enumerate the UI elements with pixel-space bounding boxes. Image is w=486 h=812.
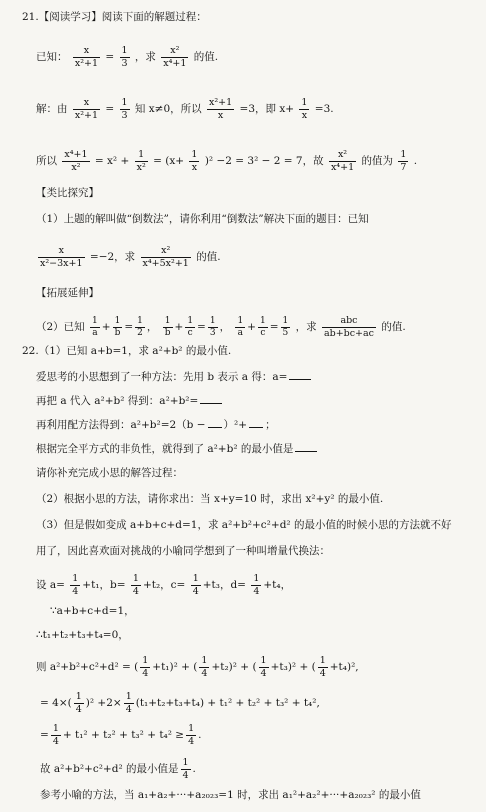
quarter: [140, 656, 150, 678]
n: 1: [192, 573, 199, 584]
n: 1: [125, 691, 132, 702]
last-line: 参考小喻的方法，当 a₁+a₂+···+a₂₀₂₃=1 时，求出 a₁²+a₂²+···+a₂₀₂₃² 的最小值: [40, 789, 421, 801]
t2-text: +t₂，c=: [142, 579, 186, 591]
min-end: .: [192, 763, 196, 775]
seek-fraction-2: [329, 150, 356, 172]
n: 1: [259, 315, 266, 326]
frac-third: [208, 317, 218, 338]
therefore-mid4: 的值为: [361, 155, 393, 167]
given-prefix: 已知：: [36, 51, 68, 63]
t3-text: +t₃，d=: [202, 579, 246, 591]
q21-given: [36, 46, 218, 68]
extension-prefix: （2）已知: [36, 321, 85, 333]
quarter: [74, 692, 84, 714]
eq2-line: [40, 692, 320, 714]
quarter: [70, 574, 80, 596]
n: 1: [282, 315, 289, 326]
q21-therefore: [36, 150, 417, 172]
n: 1: [132, 573, 139, 584]
frac-1c-2: [258, 317, 268, 338]
q21-solution: [36, 98, 334, 120]
eq3-line: [40, 724, 202, 746]
answer-blank[interactable]: [200, 403, 222, 404]
sol-end: =3.: [314, 103, 334, 115]
one: 1: [400, 149, 407, 160]
seek-num: abc: [322, 316, 376, 328]
d: 4: [142, 667, 149, 679]
n: 1: [260, 655, 267, 666]
frac-fifth: [281, 317, 291, 338]
answer-blank[interactable]: [289, 379, 311, 380]
min-line: [40, 758, 196, 780]
q22-line1: 22.（1）已知 a+b=1，求 a²+b² 的最小值.: [22, 345, 232, 357]
one-seventh: [398, 150, 408, 172]
d: c: [187, 327, 193, 338]
one: 1: [301, 97, 308, 108]
seek-suffix: 的值.: [193, 51, 219, 63]
frac-1b-2: [163, 317, 173, 338]
d: 4: [52, 735, 59, 747]
d: 4: [201, 667, 208, 679]
eq2-suffix: (t₁+t₂+t₃+t₄) + t₁² + t₂² + t₃² + t₄²,: [135, 697, 320, 709]
eq2-mid: )² +2×: [85, 697, 122, 709]
line4-text-c: ；: [265, 419, 276, 431]
line3-text: 再把 a 代入 a²+b² 得到：a²+b²=: [36, 395, 199, 407]
sol-eq3: =3，即 x+: [239, 103, 295, 115]
d: 4: [260, 667, 267, 679]
quarter: [181, 758, 191, 780]
q22-line4: [36, 420, 276, 431]
q22-line7: （2）根据小思的方法，请你求出：当 x+y=10 时，求出 x²+y² 的最小值.: [36, 493, 384, 505]
n: 1: [182, 757, 189, 768]
seek-num: x²: [161, 46, 188, 58]
sol-num: x: [73, 98, 100, 110]
d: a: [237, 327, 243, 338]
q22-line2: [36, 372, 313, 383]
eq2-prefix: = 4×(: [40, 697, 72, 709]
then-p4: +t₄)²,: [329, 661, 359, 673]
sol-num2: x²+1: [209, 97, 233, 108]
analogy-num2: x²: [141, 246, 191, 258]
then-p2: +t₂)² + (: [211, 661, 257, 673]
extension-heading: 【拓展延伸】: [36, 287, 99, 299]
frac-1a-2: [235, 317, 245, 338]
seek-den: x⁴+1: [163, 57, 187, 69]
eq-sign: =: [105, 51, 115, 63]
extension-seek: ，求: [295, 321, 317, 333]
x: x: [301, 109, 308, 121]
frac-1a: [90, 317, 100, 338]
eq-sign: =: [105, 103, 115, 115]
then-prefix: 则 a²+b²+c²+d² = (: [36, 661, 139, 673]
given-den: x²+1: [74, 57, 99, 69]
d: c: [260, 327, 266, 338]
therefore-den: x²: [71, 161, 81, 173]
n: 1: [253, 573, 260, 584]
d: 3: [209, 327, 216, 338]
answer-blank[interactable]: [208, 427, 222, 428]
answer-blank[interactable]: [295, 451, 317, 452]
d: 4: [75, 703, 82, 715]
d: 4: [182, 769, 189, 781]
let-prefix: 设 a=: [36, 579, 65, 591]
then-p3: +t₃)² + (: [270, 661, 316, 673]
q21-heading: 21.【阅读学习】阅读下面的解题过程：: [22, 11, 207, 23]
therefore-prefix: 所以: [36, 155, 57, 167]
quarter: [51, 724, 61, 746]
sol-fraction: [73, 98, 100, 120]
d: b: [114, 327, 121, 338]
d: a: [92, 327, 98, 338]
analogy-formula: [36, 246, 221, 268]
extension-seek-frac: [322, 316, 376, 338]
one: 1: [121, 45, 128, 56]
sol-den2: x: [217, 109, 224, 121]
t1-text: +t₁，b=: [82, 579, 126, 591]
analogy-den1: x²−3x+1: [40, 257, 83, 269]
quarter: [131, 574, 141, 596]
d: 4: [72, 585, 79, 597]
analogy-heading: 【类比探究】: [36, 187, 99, 199]
n: 1: [237, 315, 244, 326]
one-over-x2: [135, 150, 148, 172]
d: b: [164, 327, 171, 338]
seek-den: ab+bc+ac: [323, 327, 375, 339]
quarter: [199, 656, 209, 678]
seven: 7: [400, 161, 407, 173]
t-sum-line: ∴t₁+t₂+t₃+t₄=0，: [36, 629, 129, 641]
n: 1: [75, 691, 82, 702]
d: 4: [125, 703, 132, 715]
sol-one-third: [120, 98, 130, 120]
given-num: x: [73, 46, 100, 58]
t4-text: +t₄，: [263, 579, 292, 591]
then-p1: +t₁)² + (: [152, 661, 198, 673]
therefore-num: x⁴+1: [64, 149, 88, 160]
eq3-prefix: =: [40, 729, 49, 741]
therefore-mid3: )² −2 = 3² − 2 = 7，故: [204, 155, 324, 167]
analogy-den2: x⁴+5x²+1: [142, 257, 189, 269]
quarter: [124, 692, 134, 714]
q22-line6: 请你补充完成小思的解答过程：: [36, 467, 183, 479]
three: 3: [121, 57, 128, 69]
d: 4: [319, 667, 326, 679]
x: x: [191, 161, 198, 173]
d: 5: [282, 327, 289, 338]
n: 1: [92, 315, 98, 326]
d: 4: [192, 585, 199, 597]
q22-line8: （3）但是假如变成 a+b+c+d=1，求 a²+b²+c²+d² 的最小值的时候小思的方法就不好: [36, 519, 452, 531]
extension-formula: （2）已知 $\frac{1}{a}$ + $\frac{1}{b}$ = $\frac{1}{2}$ ， $\frac{1}{b}$ + $\frac{1}{c}$ = $\frac{1}{3}$ ， $\frac{1}{a}$ + $\frac{1}{c}$ = $\frac{1}{5}$ ，求 $\frac{\text{abc}}{ab+bc+ac}$ 的值.: [36, 315, 406, 339]
seek-text: ，求: [134, 51, 156, 63]
eq3-end: .: [198, 729, 202, 741]
min-prefix: 故 a²+b²+c²+d² 的最小值是: [40, 763, 179, 775]
extension-suffix: 的值.: [381, 321, 406, 333]
sol-fraction-2: [207, 98, 234, 120]
period: .: [413, 155, 418, 167]
d: 2: [137, 327, 143, 338]
d: 4: [188, 735, 195, 747]
frac-1b: [113, 317, 123, 338]
line5-text: 根据完全平方式的非负性，就得到了 a²+b² 的最小值是: [36, 443, 294, 455]
sol-prefix: 解：由: [36, 103, 68, 115]
line4-text-b: ）²+: [223, 419, 248, 431]
frac-half: [135, 317, 145, 338]
n: 1: [188, 723, 195, 734]
one: 1: [191, 149, 198, 160]
n: 1: [187, 315, 194, 326]
analogy-suffix: 的值.: [196, 251, 221, 263]
frac-1c: [185, 317, 195, 338]
therefore-mid1: = x² +: [94, 155, 130, 167]
quarter: [191, 574, 201, 596]
n: 1: [163, 317, 173, 328]
sum-line: ∵a+b+c+d=1，: [50, 605, 135, 617]
therefore-mid2: = (x+: [153, 155, 185, 167]
quarter: [318, 656, 328, 678]
seek-num: x²: [329, 150, 356, 162]
n: 1: [52, 723, 59, 734]
analogy-mid: =−2，求: [89, 251, 136, 263]
sol-mid: 知 x≠0，所以: [134, 103, 202, 115]
x2: x²: [136, 161, 146, 173]
q22-line5: [36, 444, 319, 455]
analogy-num1: x: [38, 246, 85, 258]
seek-fraction: [161, 46, 188, 68]
therefore-fraction: [62, 150, 89, 172]
eq3-mid: + t₁² + t₂² + t₃² + t₄² ≥: [62, 729, 185, 741]
answer-blank[interactable]: [249, 427, 263, 428]
quarter: [259, 656, 269, 678]
given-fraction: [73, 46, 100, 68]
analogy-frac1: [38, 246, 85, 268]
d: 4: [253, 585, 260, 597]
analogy-frac2: [141, 246, 191, 268]
n: 1: [209, 315, 216, 326]
sol-one-over-x: [299, 98, 309, 120]
let-line: [36, 574, 291, 596]
sol-den: x²+1: [74, 109, 99, 121]
n: 1: [137, 315, 143, 326]
n: 1: [113, 317, 123, 328]
line2-text: 爱思考的小思想到了一种方法：先用 b 表示 a 得：a=: [36, 371, 288, 383]
q22-line3: [36, 396, 224, 407]
seek-den: x⁴+1: [330, 161, 355, 173]
then-line: [36, 656, 359, 678]
q22-line9: 用了，因此喜欢面对挑战的小喻同学想到了一种叫增量代换法：: [36, 545, 330, 557]
quarter: [186, 724, 196, 746]
n: 1: [142, 655, 149, 666]
one-over-x: [189, 150, 199, 172]
one: 1: [121, 97, 128, 108]
n: 1: [319, 655, 326, 666]
n: 1: [72, 573, 79, 584]
one-third: [120, 46, 130, 68]
three: 3: [121, 109, 128, 121]
quarter: [251, 574, 261, 596]
one: 1: [135, 150, 148, 162]
d: 4: [132, 585, 139, 597]
line4-text-a: 再利用配方法得到：a²+b²=2（b −: [36, 419, 206, 431]
analogy-text: （1）上题的解叫做“倒数法”，请你利用“倒数法”解决下面的题目：已知: [36, 213, 369, 225]
n: 1: [201, 655, 208, 666]
